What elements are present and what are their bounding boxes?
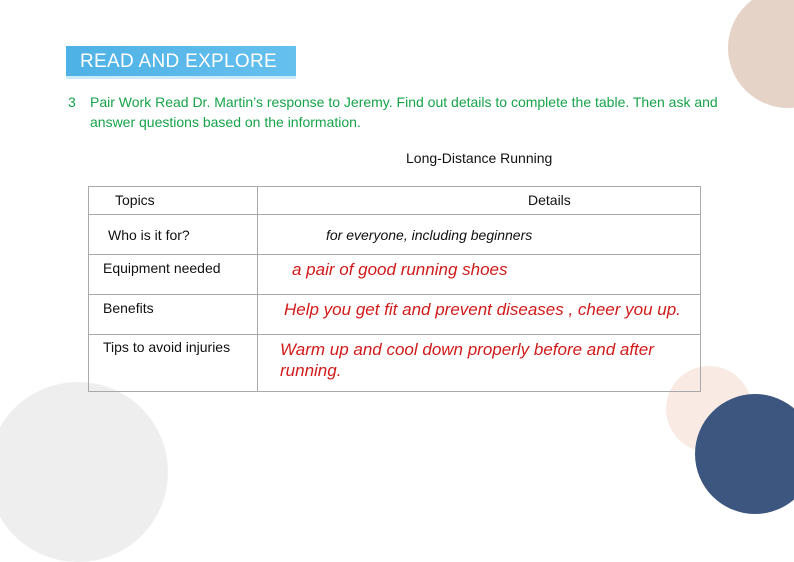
row-detail: for everyone, including beginners — [326, 227, 533, 243]
row-detail-answer: a pair of good running shoes — [292, 260, 508, 279]
instruction-number: 3 — [68, 94, 76, 110]
row-topic: Benefits — [103, 300, 154, 316]
details-table — [88, 186, 701, 392]
table-row — [89, 295, 701, 335]
row-detail-answer: Help you get fit and prevent diseases , cheer you up. — [284, 300, 681, 319]
table-title: Long-Distance Running — [406, 150, 553, 166]
section-banner-label: READ AND EXPLORE — [80, 51, 277, 72]
decorative-circle-bottom-left — [0, 382, 168, 562]
decorative-circle-top-right — [728, 0, 794, 108]
header-details: Details — [528, 192, 571, 208]
row-topic: Tips to avoid injuries — [103, 339, 231, 355]
table-header-row — [89, 187, 701, 215]
section-banner — [66, 46, 296, 76]
row-topic: Equipment needed — [103, 260, 221, 276]
row-topic: Who is it for? — [108, 227, 190, 243]
table-row — [89, 335, 701, 392]
table-row — [89, 255, 701, 295]
header-topics: Topics — [115, 192, 155, 208]
row-detail-answer: Warm up and cool down properly before and after running. — [280, 340, 654, 380]
instruction-text: Pair Work Read Dr. Martin’s response to Jeremy. Find out details to complete the table. Then ask and answer questions based on the information. — [90, 94, 718, 130]
table-row — [89, 215, 701, 255]
